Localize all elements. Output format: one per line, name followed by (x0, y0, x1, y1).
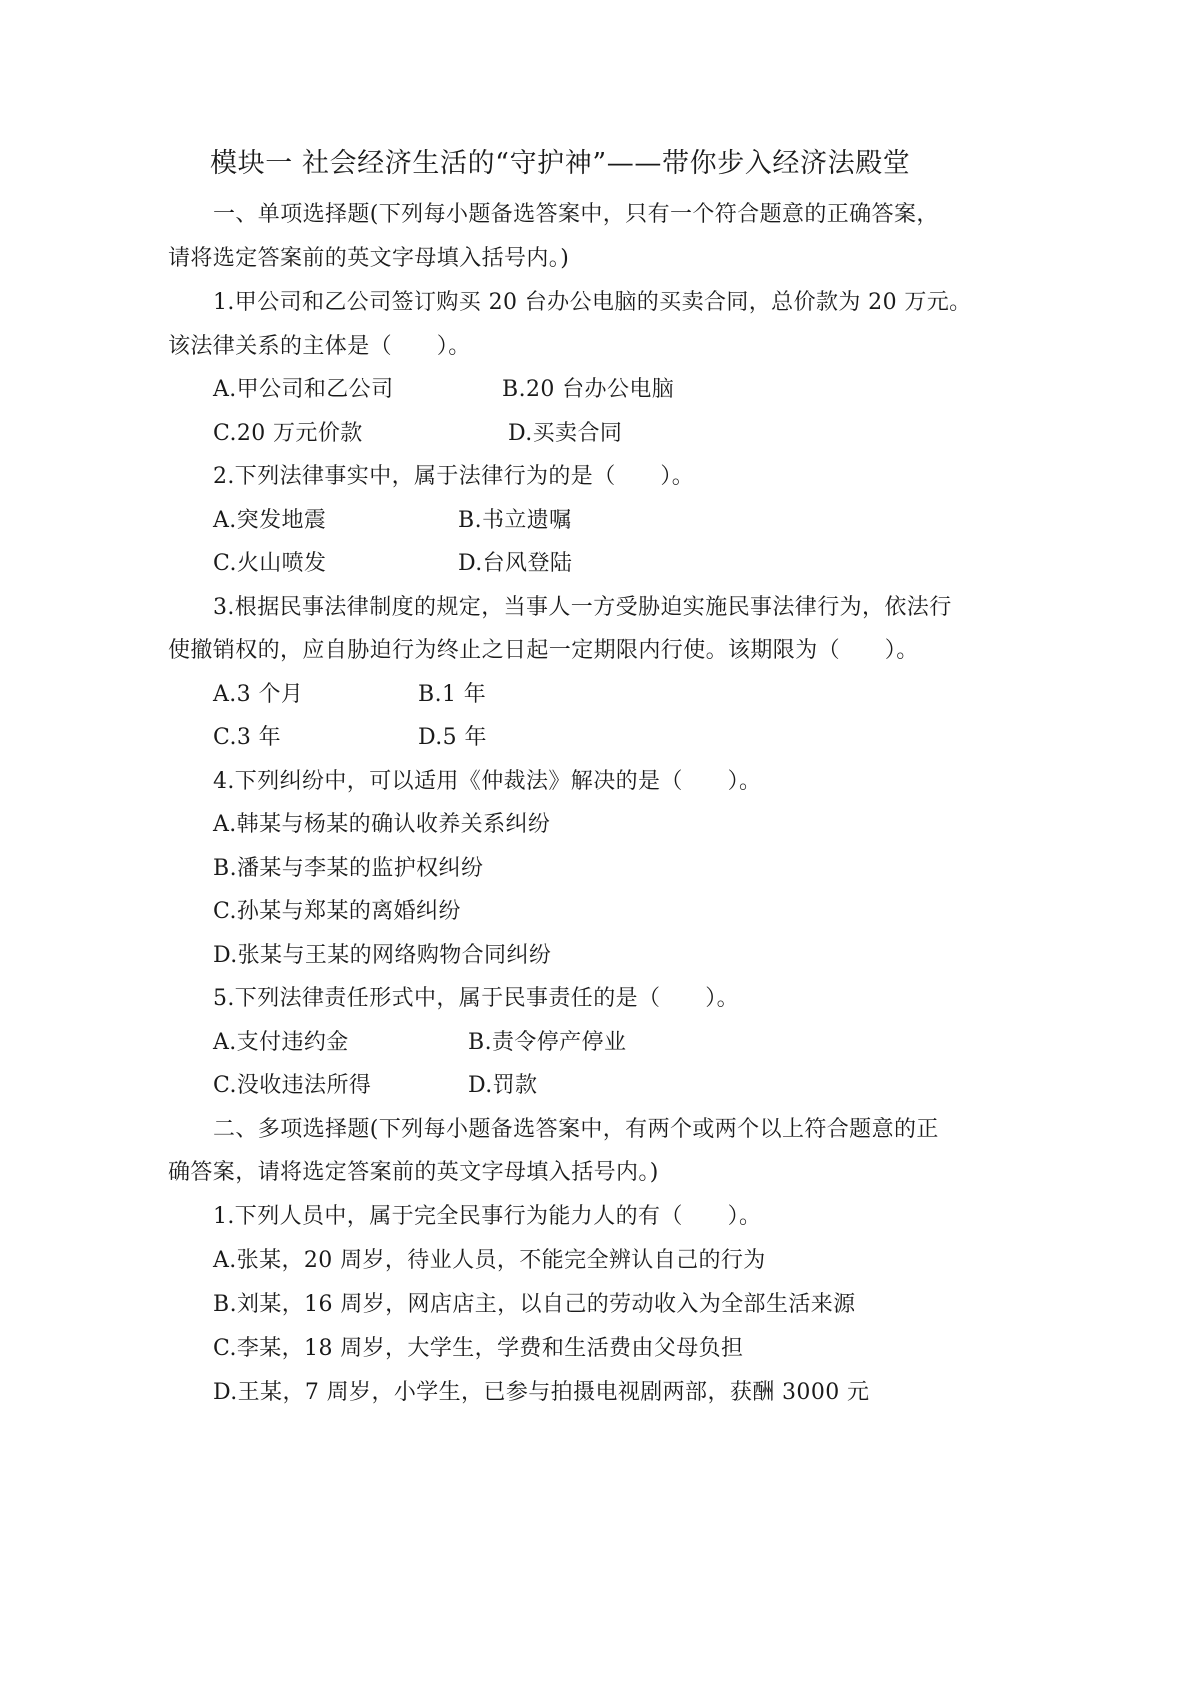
s2-q1-stem: 1.下列人员中，属于完全民事行为能力人的有（ ）。 (213, 1204, 762, 1229)
s1-q5-option-b: B.责令停产停业 (468, 1030, 627, 1055)
s1-q1-option-c: C.20 万元价款 (213, 421, 363, 446)
s1-q3-option-a: A.3 个月 (213, 682, 304, 707)
s1-q3-option-c: C.3 年 (213, 725, 282, 750)
s1-q1-stem-line2: 该法律关系的主体是（ ）。 (168, 334, 471, 359)
s1-q2-stem: 2.下列法律事实中，属于法律行为的是（ ）。 (213, 464, 695, 489)
s1-q2-option-b: B.书立遗嘱 (458, 508, 572, 533)
s2-q1-option-d: D.王某，7 周岁，小学生，已参与拍摄电视剧两部，获酬 3000 元 (213, 1380, 870, 1405)
s1-q5-option-c: C.没收违法所得 (213, 1073, 372, 1098)
s1-q1-option-a: A.甲公司和乙公司 (213, 377, 394, 402)
s1-q5-option-d: D.罚款 (468, 1073, 538, 1098)
s1-q1-stem-line1: 1.甲公司和乙公司签订购买 20 台办公电脑的买卖合同，总价款为 20 万元。 (213, 290, 972, 315)
s1-q4-option-d: D.张某与王某的网络购物合同纠纷 (213, 943, 552, 968)
s1-q1-option-b: B.20 台办公电脑 (502, 377, 675, 402)
section1-heading-line1: 一、单项选择题(下列每小题备选答案中，只有一个符合题意的正确答案， (213, 202, 939, 227)
s1-q2-option-d: D.台风登陆 (458, 551, 573, 576)
s1-q4-option-a: A.韩某与杨某的确认收养关系纠纷 (213, 812, 551, 837)
section2-heading-line2: 确答案，请将选定答案前的英文字母填入括号内。) (168, 1160, 659, 1185)
s2-q1-option-b: B.刘某，16 周岁，网店店主，以自己的劳动收入为全部生活来源 (213, 1292, 856, 1317)
s1-q3-option-d: D.5 年 (418, 725, 487, 750)
s2-q1-option-c: C.李某，18 周岁，大学生，学费和生活费由父母负担 (213, 1336, 744, 1361)
s1-q2-option-a: A.突发地震 (213, 508, 327, 533)
s1-q4-stem: 4.下列纠纷中，可以适用《仲裁法》解决的是（ ）。 (213, 769, 762, 794)
s1-q3-option-b: B.1 年 (418, 682, 487, 707)
page-title: 模块一 社会经济生活的“守护神”——带你步入经济法殿堂 (210, 148, 911, 179)
s1-q3-stem-line2: 使撤销权的，应自胁迫行为终止之日起一定期限内行使。该期限为（ ）。 (168, 638, 919, 663)
s1-q4-option-b: B.潘某与李某的监护权纠纷 (213, 856, 484, 881)
s1-q3-stem-line1: 3.根据民事法律制度的规定，当事人一方受胁迫实施民事法律行为，依法行 (213, 595, 952, 620)
s1-q5-option-a: A.支付违约金 (213, 1030, 349, 1055)
s1-q1-option-d: D.买卖合同 (508, 421, 623, 446)
section1-heading-line2: 请将选定答案前的英文字母填入括号内。) (168, 246, 570, 271)
s2-q1-option-a: A.张某，20 周岁，待业人员，不能完全辨认自己的行为 (213, 1248, 766, 1273)
section2-heading-line1: 二、多项选择题(下列每小题备选答案中，有两个或两个以上符合题意的正 (213, 1117, 939, 1142)
s1-q5-stem: 5.下列法律责任形式中，属于民事责任的是（ ）。 (213, 986, 739, 1011)
s1-q4-option-c: C.孙某与郑某的离婚纠纷 (213, 899, 461, 924)
s1-q2-option-c: C.火山喷发 (213, 551, 327, 576)
